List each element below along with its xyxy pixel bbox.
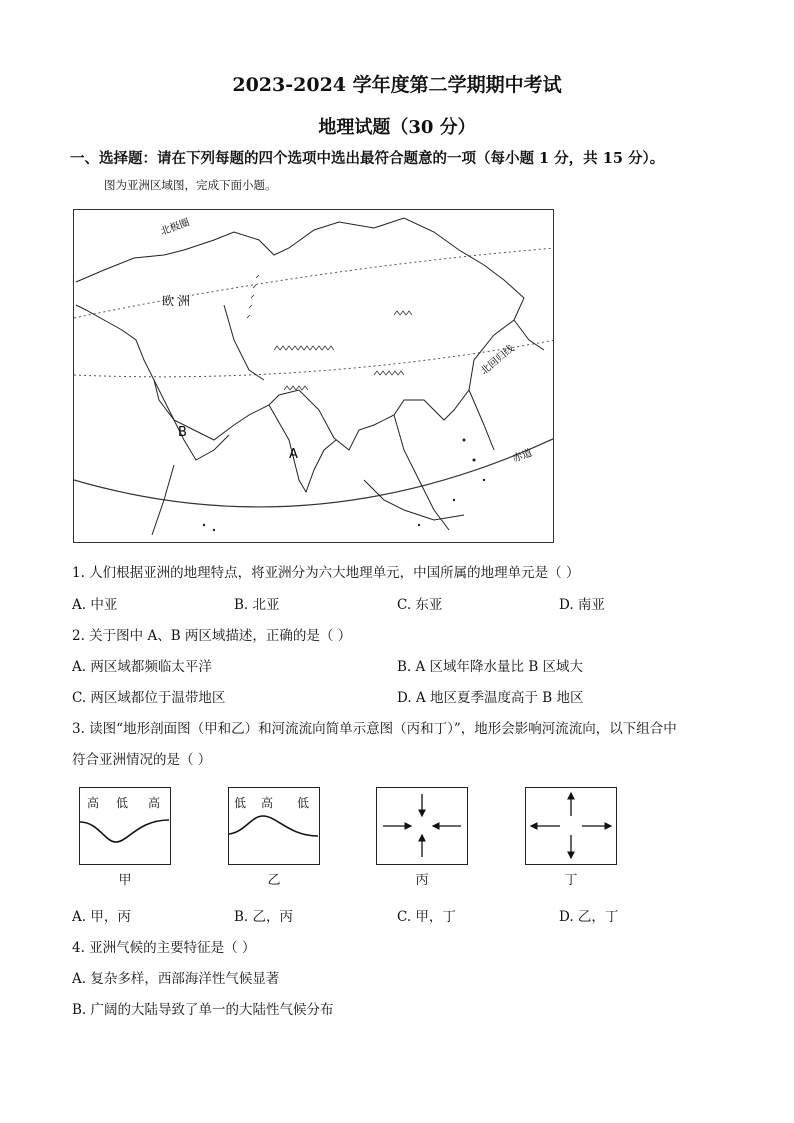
asia-map (73, 209, 554, 543)
question-1-option-b[interactable]: B. 北亚 (234, 597, 280, 613)
exam-title: 2023-2024 学年度第二学期期中考试 (232, 74, 562, 96)
question-2-text: 2. 关于图中 A、B 两区域描述，正确的是（ ） (72, 628, 352, 644)
profile-word: 高 (87, 796, 100, 810)
diagram-flow-bing (376, 787, 468, 865)
question-4-text: 4. 亚洲气候的主要特征是（ ） (72, 940, 256, 956)
diagram-profile-yi (228, 787, 320, 865)
europe-label: 欧 洲 (162, 294, 190, 308)
profile-word: 高 (261, 796, 274, 810)
flow-arrows-inward (377, 788, 466, 863)
question-1-option-a[interactable]: A. 中亚 (72, 597, 118, 613)
question-3-text-line1: 3. 读图“地形剖面图（甲和乙）和河流流向简单示意图（丙和丁）”，地形会影响河流流向，以下组合中 (72, 721, 677, 737)
question-2-option-c[interactable]: C. 两区域都位于温带地区 (72, 690, 226, 706)
flow-arrows-outward (526, 788, 615, 863)
question-3-option-b[interactable]: B. 乙，丙 (234, 909, 294, 925)
arctic-label: 北极圈 (159, 217, 192, 238)
equator-line (74, 438, 554, 507)
diagram-flow-ding (525, 787, 617, 865)
map-intro: 图为亚洲区域图，完成下面小题。 (104, 178, 277, 192)
terrain-curve-ridge (229, 788, 318, 863)
terrain-curve-valley (80, 788, 169, 863)
question-4-option-a[interactable]: A. 复杂多样，西部海洋性气候显著 (72, 971, 280, 987)
profile-word: 高 (148, 796, 161, 810)
question-2-option-d[interactable]: D. A 地区夏季温度高于 B 地区 (397, 690, 584, 706)
question-3-option-a[interactable]: A. 甲，丙 (72, 909, 131, 925)
region-b-label: B (178, 425, 187, 440)
profile-word: 低 (297, 796, 310, 810)
question-1-text: 1. 人们根据亚洲的地理特点，将亚洲分为六大地理单元，中国所属的地理单元是（ ） (72, 565, 580, 581)
mountain-symbols (247, 275, 412, 390)
diagram-label-bing: 丙 (415, 873, 429, 888)
region-a-label: A (289, 447, 298, 462)
islands (203, 439, 485, 532)
asia-map-drawing (74, 210, 554, 543)
section-heading: 一、选择题：请在下列每题的四个选项中选出最符合题意的一项（每小题 1 分，共 15 分）。 (70, 150, 665, 167)
diagram-label-ding: 丁 (564, 873, 578, 888)
question-3-option-c[interactable]: C. 甲，丁 (397, 909, 456, 925)
exam-subtitle: 地理试题（30 分） (318, 117, 476, 138)
profile-word: 低 (234, 796, 247, 810)
arctic-circle-line (74, 248, 554, 318)
tropic-label: 北回归线 (478, 343, 517, 378)
question-3-option-d[interactable]: D. 乙，丁 (559, 909, 619, 925)
question-1-option-d[interactable]: D. 南亚 (559, 597, 605, 613)
question-3-text-line2: 符合亚洲情况的是（ ） (72, 752, 212, 768)
coastline (76, 218, 544, 535)
equator-label: 赤道 (511, 447, 534, 465)
question-2-option-a[interactable]: A. 两区域都频临太平洋 (72, 659, 212, 675)
diagram-label-yi: 乙 (267, 873, 281, 888)
diagram-profile-jia (79, 787, 171, 865)
question-4-option-b[interactable]: B. 广阔的大陆导致了单一的大陆性气候分布 (72, 1002, 334, 1018)
diagram-label-jia: 甲 (118, 873, 132, 888)
profile-word: 低 (116, 796, 129, 810)
question-2-option-b[interactable]: B. A 区域年降水量比 B 区域大 (397, 659, 584, 675)
question-1-option-c[interactable]: C. 东亚 (397, 597, 443, 613)
